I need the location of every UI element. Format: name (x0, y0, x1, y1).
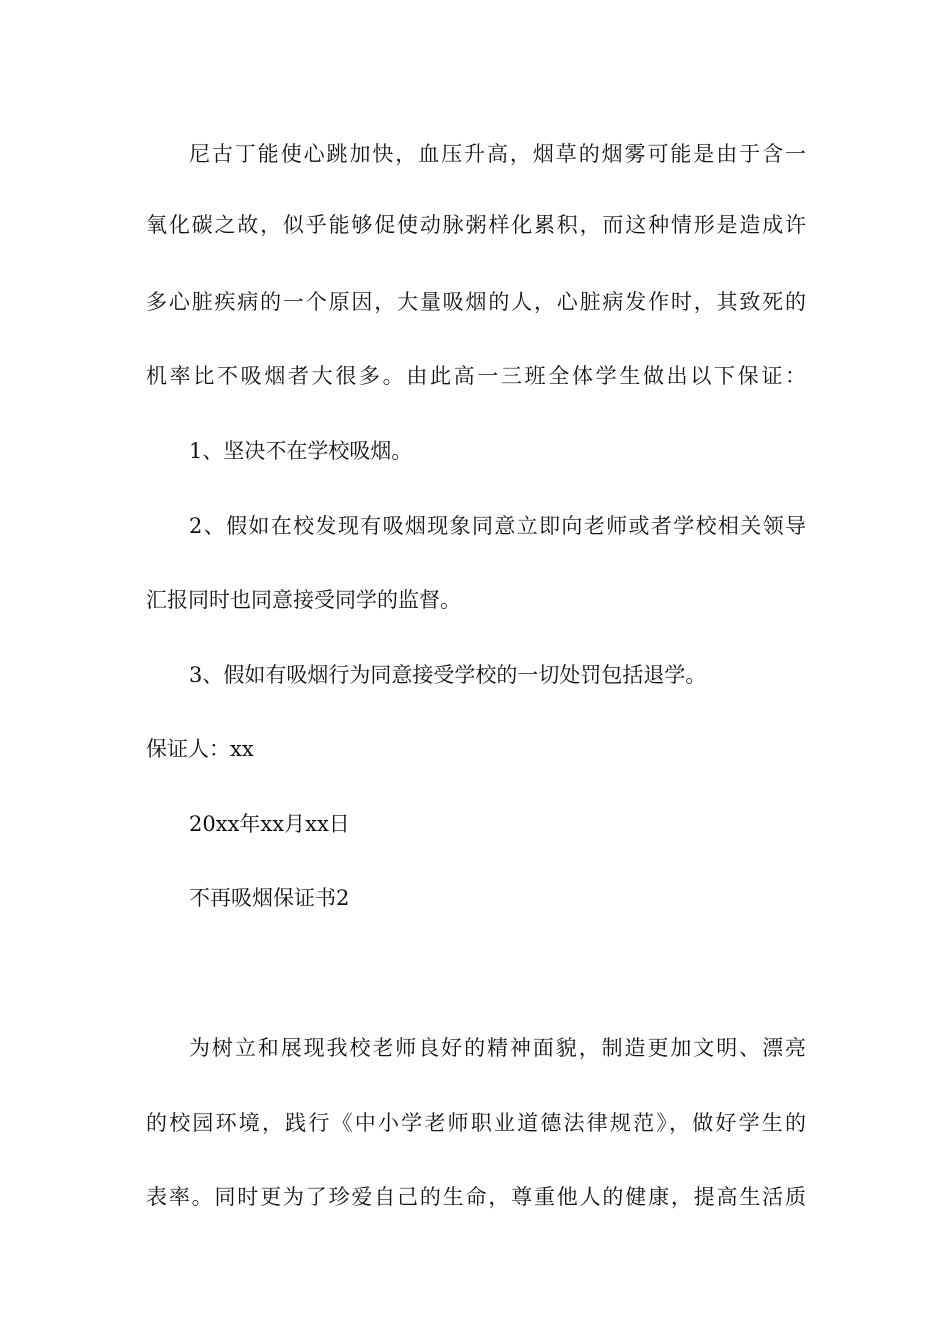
section-title-2: 不再吸烟保证书2 (189, 886, 350, 910)
pledge-item-1: 1、坚决不在学校吸烟。 (189, 439, 413, 463)
pledge-item-2-line-1: 2、假如在校发现有吸烟现象同意立即向老师或者学校相关领导 (189, 514, 806, 538)
paragraph-2-line-3: 表率。同时更为了珍爱自己的生命，尊重他人的健康，提高生活质 (146, 1185, 806, 1209)
paragraph-2-line-2: 的校园环境，践行《中小学老师职业道德法律规范》，做好学生的 (146, 1111, 806, 1135)
paragraph-1-line-1: 尼古丁能使心跳加快，血压升高，烟草的烟雾可能是由于含一 (189, 142, 806, 166)
paragraph-1-line-3: 多心脏疾病的一个原因，大量吸烟的人，心脏病发作时，其致死的 (146, 290, 806, 314)
paragraph-1-line-2: 氧化碳之故，似乎能够促使动脉粥样化累积，而这种情形是造成许 (146, 213, 806, 237)
guarantor-line: 保证人：xx (146, 737, 254, 761)
paragraph-2-line-1: 为树立和展现我校老师良好的精神面貌，制造更加文明、漂亮 (189, 1036, 806, 1060)
pledge-item-2-line-2: 汇报同时也同意接受同学的监督。 (146, 588, 461, 612)
date-line: 20xx年xx月xx日 (189, 812, 350, 836)
paragraph-1-line-4: 机率比不吸烟者大很多。由此高一三班全体学生做出以下保证： (146, 364, 806, 388)
pledge-item-3: 3、假如有吸烟行为同意接受学校的一切处罚包括退学。 (189, 663, 707, 687)
